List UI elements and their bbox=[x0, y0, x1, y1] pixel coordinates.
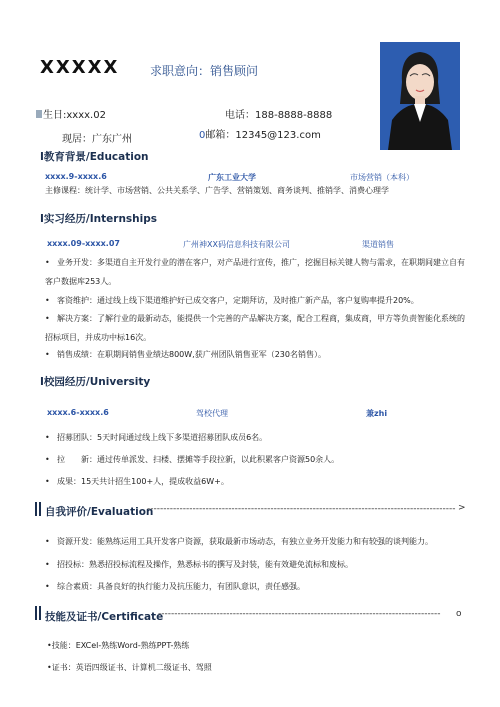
bullet-text: 资源开发：能熟练运用工具开发客户资源，获取最新市场动态，有独立业务开发能力和有较强的谈判能力。 bbox=[57, 537, 433, 546]
bullet-text: 业务开发：多渠道自主开发行业的潜在客户，对产品进行宣传，推广，挖掘目标关键人物与需求，在职期间建立自有客户数据库253人。 bbox=[45, 258, 465, 286]
email-info bbox=[199, 126, 321, 141]
campus-bullet: • 成果：15天共计招生100+人，提成收益6W+。 bbox=[45, 477, 229, 486]
circle-end-icon: o bbox=[456, 609, 462, 619]
internship-bullet: • 解决方案：了解行业的最新动态，能提供一个完善的产品解决方案，配合工程商，集成商，甲方等负责智能化系统的招标项目，并成功中标16次。 bbox=[45, 314, 465, 342]
section-marker: I bbox=[40, 376, 44, 388]
email-text: 邮箱：12345@123.com bbox=[205, 130, 321, 141]
internship-role: 渠道销售 bbox=[362, 240, 394, 249]
internship-bullet: • 销售成绩：在职期间销售业绩达800W,获广州团队销售亚军（230名销售）。 bbox=[45, 350, 326, 359]
evaluation-dash-line: ----------------------------------------------------------------------------------------------- bbox=[147, 504, 456, 514]
phone-info: 电话：188-8888-8888 bbox=[225, 110, 333, 121]
campus-org: 驾校代理 bbox=[196, 409, 228, 418]
education-date: xxxx.9-xxxx.6 bbox=[45, 172, 107, 181]
internship-title-text: 实习经历/Internships bbox=[43, 213, 158, 225]
bullet-text: 客资维护：通过线上线下渠道维护好已成交客户，定期拜访，及时推广新产品，客户复购率提升20%。 bbox=[57, 296, 419, 305]
profile-photo bbox=[380, 42, 460, 150]
bullet-text: 拉 新：通过传单派发、扫楼、摆摊等手段拉新，以此积累客户资源50余人。 bbox=[57, 455, 340, 464]
section-bar bbox=[39, 606, 41, 620]
birth-text: 生日:xxxx.02 bbox=[43, 110, 106, 121]
campus-title-text: 校园经历/University bbox=[43, 376, 151, 388]
section-bar bbox=[35, 502, 37, 516]
campus-title bbox=[40, 374, 150, 389]
internship-bullet: • 客资维护：通过线上线下渠道维护好已成交客户，定期拜访，及时推广新产品，客户复购率提升20%。 bbox=[45, 296, 419, 305]
birth-info bbox=[36, 106, 106, 121]
calendar-icon bbox=[36, 110, 42, 118]
bullet-text: 解决方案：了解行业的最新动态，能提供一个完善的产品解决方案，配合工程商，集成商，甲方等负责智能化系统的招标项目，并成功中标16次。 bbox=[45, 314, 465, 342]
education-school: 广东工业大学 bbox=[208, 173, 256, 182]
campus-date: xxxx.6-xxxx.6 bbox=[47, 408, 109, 417]
bullet-text: 招募团队：5天时间通过线上线下多渠道招募团队成员6名。 bbox=[57, 433, 268, 442]
section-bar bbox=[35, 606, 37, 620]
arrow-icon: > bbox=[458, 503, 466, 513]
internship-title bbox=[40, 211, 157, 226]
internship-bullet: • 业务开发：多渠道自主开发行业的潜在客户，对产品进行宣传，推广，挖掘目标关键人物与需求，在职期间建立自有客户数据库253人。 bbox=[45, 258, 465, 286]
internship-company: 广州神XX码信息科技有限公司 bbox=[183, 240, 290, 249]
skills-dash-line: --------------------------------------------------------------------------------------- bbox=[158, 609, 441, 619]
bullet-text: 成果：15天共计招生100+人，提成收益6W+。 bbox=[57, 477, 229, 486]
job-objective: 求职意向：销售顾问 bbox=[150, 64, 259, 78]
email-icon: 0 bbox=[199, 130, 206, 141]
campus-bullet: • 拉 新：通过传单派发、扫楼、摆摊等手段拉新，以此积累客户资源50余人。 bbox=[45, 455, 340, 464]
bullet-text: 销售成绩：在职期间销售业绩达800W,获广州团队销售亚军（230名销售）。 bbox=[57, 350, 326, 359]
section-bar bbox=[39, 502, 41, 516]
skill-text: 技能：EXCel-熟练Word-熟练PPT-熟练 bbox=[51, 641, 190, 650]
education-major: 市场营销（本科） bbox=[350, 173, 414, 182]
skills-item: •技能：EXCel-熟练Word-熟练PPT-熟练 bbox=[47, 641, 190, 650]
person-photo-icon bbox=[380, 42, 460, 150]
education-title-text: 教育背景/Education bbox=[43, 151, 149, 163]
section-marker: I bbox=[40, 213, 44, 225]
evaluation-bullet: • 资源开发：能熟练运用工具开发客户资源，获取最新市场动态，有独立业务开发能力和有较强的谈判能力。 bbox=[45, 537, 433, 546]
campus-role: 兼zhi bbox=[366, 409, 388, 418]
internship-date: xxxx.09-xxxx.07 bbox=[47, 239, 120, 248]
evaluation-bullet: • 综合素质：具备良好的执行能力及抗压能力，有团队意识，责任感强。 bbox=[45, 582, 305, 591]
education-courses: 主修课程：统计学、市场营销、公共关系学、广告学、营销策划、商务谈判、推销学、消费心理学 bbox=[45, 186, 389, 195]
evaluation-title: 自我评价/Evaluation bbox=[45, 506, 154, 518]
section-marker: I bbox=[40, 151, 44, 163]
candidate-name: XXXXX bbox=[40, 57, 120, 78]
education-title bbox=[40, 149, 149, 164]
campus-bullet: • 招募团队：5天时间通过线上线下多渠道招募团队成员6名。 bbox=[45, 433, 268, 442]
skills-title: 技能及证书/Certificate bbox=[45, 611, 164, 623]
evaluation-bullet: • 招投标：熟悉招投标流程及操作，熟悉标书的撰写及封装，能有效避免流标和废标。 bbox=[45, 560, 353, 569]
skills-item: •证书：英语四级证书、计算机二级证书、驾照 bbox=[47, 663, 212, 672]
residence-info: 现居：广东广州 bbox=[62, 134, 132, 145]
skill-text: 证书：英语四级证书、计算机二级证书、驾照 bbox=[51, 663, 212, 672]
bullet-text: 招投标：熟悉招投标流程及操作，熟悉标书的撰写及封装，能有效避免流标和废标。 bbox=[57, 560, 353, 569]
bullet-text: 综合素质：具备良好的执行能力及抗压能力，有团队意识，责任感强。 bbox=[57, 582, 305, 591]
